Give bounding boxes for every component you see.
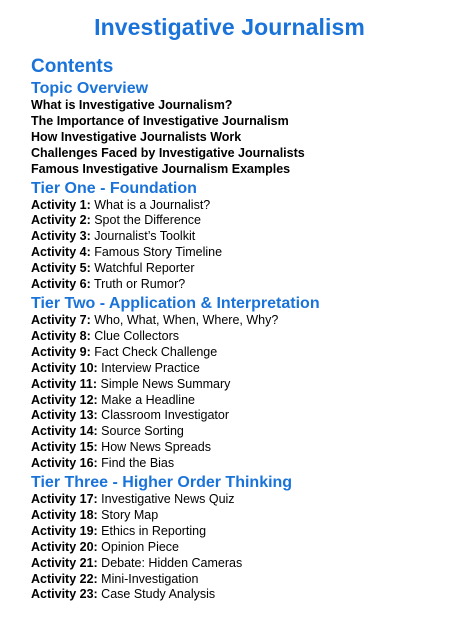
toc-item: What is Investigative Journalism?: [31, 98, 233, 112]
activity-item: [31, 456, 451, 472]
activity-item: [31, 345, 451, 361]
activity-number: Activity 16:: [31, 456, 98, 471]
activity-title: Who, What, When, Where, Why?: [90, 312, 279, 327]
activity-item: [31, 572, 451, 588]
activity-title: Find the Bias: [97, 456, 175, 471]
activity-item: [31, 492, 451, 508]
activity-item: [31, 329, 451, 345]
activity-number: Activity 1:: [31, 197, 91, 212]
activity-number: Activity 10:: [31, 360, 98, 375]
activity-item: [31, 587, 451, 603]
activity-number: Activity 22:: [31, 571, 98, 586]
activity-title: Simple News Summary: [97, 376, 231, 391]
activity-item: [31, 424, 451, 440]
activity-item: [31, 540, 451, 556]
activity-title: Make a Headline: [97, 392, 195, 407]
activity-number: Activity 5:: [31, 261, 91, 276]
activity-title: Debate: Hidden Cameras: [97, 555, 243, 570]
document-title: Investigative Journalism: [94, 14, 365, 40]
section-heading-tier-one: Tier One - Foundation: [31, 179, 197, 197]
toc-item: Famous Investigative Journalism Examples: [31, 161, 291, 176]
activity-item: [31, 508, 451, 524]
activity-title: Opinion Piece: [97, 539, 180, 554]
activity-number: Activity 21:: [31, 555, 98, 570]
activity-item: [31, 245, 451, 261]
activity-number: Activity 18:: [31, 507, 98, 522]
activity-item: [31, 313, 451, 329]
activity-item: [31, 524, 451, 540]
activity-title: Mini-Investigation: [97, 571, 199, 586]
activity-title: Spot the Difference: [90, 213, 202, 228]
activity-number: Activity 8:: [31, 328, 91, 343]
section-list-tier-three: [31, 492, 451, 603]
activity-title: Source Sorting: [97, 424, 184, 439]
activity-number: Activity 6:: [31, 277, 91, 292]
activity-item: [31, 440, 451, 456]
activity-title: Ethics in Reporting: [97, 523, 207, 538]
activity-item: [31, 408, 451, 424]
activity-number: Activity 19:: [31, 523, 98, 538]
activity-title: Famous Story Timeline: [90, 245, 223, 260]
activity-number: Activity 12:: [31, 392, 98, 407]
activity-item: [31, 556, 451, 572]
activity-item: [31, 377, 451, 393]
activity-title: Clue Collectors: [90, 328, 179, 343]
section-list-topic-overview: [31, 98, 451, 178]
toc-item: Challenges Faced by Investigative Journalists: [31, 145, 305, 160]
activity-number: Activity 17:: [31, 492, 98, 507]
activity-title: Journalist’s Toolkit: [90, 229, 196, 244]
activity-number: Activity 20:: [31, 539, 98, 554]
toc-item: The Importance of Investigative Journalism: [31, 113, 289, 128]
section-list-tier-two: [31, 313, 451, 472]
table-of-contents: [31, 56, 451, 604]
contents-heading: Contents: [31, 56, 114, 77]
activity-title: Story Map: [97, 507, 159, 522]
activity-title: Fact Check Challenge: [90, 344, 218, 359]
activity-title: Investigative News Quiz: [97, 492, 235, 507]
activity-title: Watchful Reporter: [90, 261, 195, 276]
section-heading-topic-overview: Topic Overview: [31, 80, 149, 97]
activity-item: [31, 229, 451, 245]
activity-number: Activity 15:: [31, 440, 98, 455]
activity-number: Activity 14:: [31, 424, 98, 439]
activity-item: [31, 393, 451, 409]
activity-number: Activity 2:: [31, 213, 91, 228]
activity-number: Activity 13:: [31, 408, 98, 423]
section-heading-tier-two: Tier Two - Application & Interpretation: [31, 294, 320, 312]
activity-title: How News Spreads: [97, 440, 211, 455]
activity-title: Case Study Analysis: [97, 587, 216, 602]
activity-number: Activity 3:: [31, 229, 91, 244]
activity-item: [31, 198, 451, 214]
activity-title: What is a Journalist?: [90, 197, 211, 212]
activity-number: Activity 11:: [31, 376, 98, 391]
activity-number: Activity 9:: [31, 344, 91, 359]
activity-item: [31, 277, 451, 293]
activity-title: Truth or Rumor?: [90, 277, 186, 292]
activity-item: [31, 213, 451, 229]
section-heading-tier-three: Tier Three - Higher Order Thinking: [31, 474, 293, 492]
activity-item: [31, 261, 451, 277]
activity-title: Classroom Investigator: [97, 408, 230, 423]
activity-title: Interview Practice: [97, 360, 200, 375]
activity-number: Activity 4:: [31, 245, 91, 260]
activity-item: [31, 361, 451, 377]
toc-item: How Investigative Journalists Work: [31, 129, 242, 144]
activity-number: Activity 7:: [31, 312, 91, 327]
activity-number: Activity 23:: [31, 587, 98, 602]
section-list-tier-one: [31, 198, 451, 293]
